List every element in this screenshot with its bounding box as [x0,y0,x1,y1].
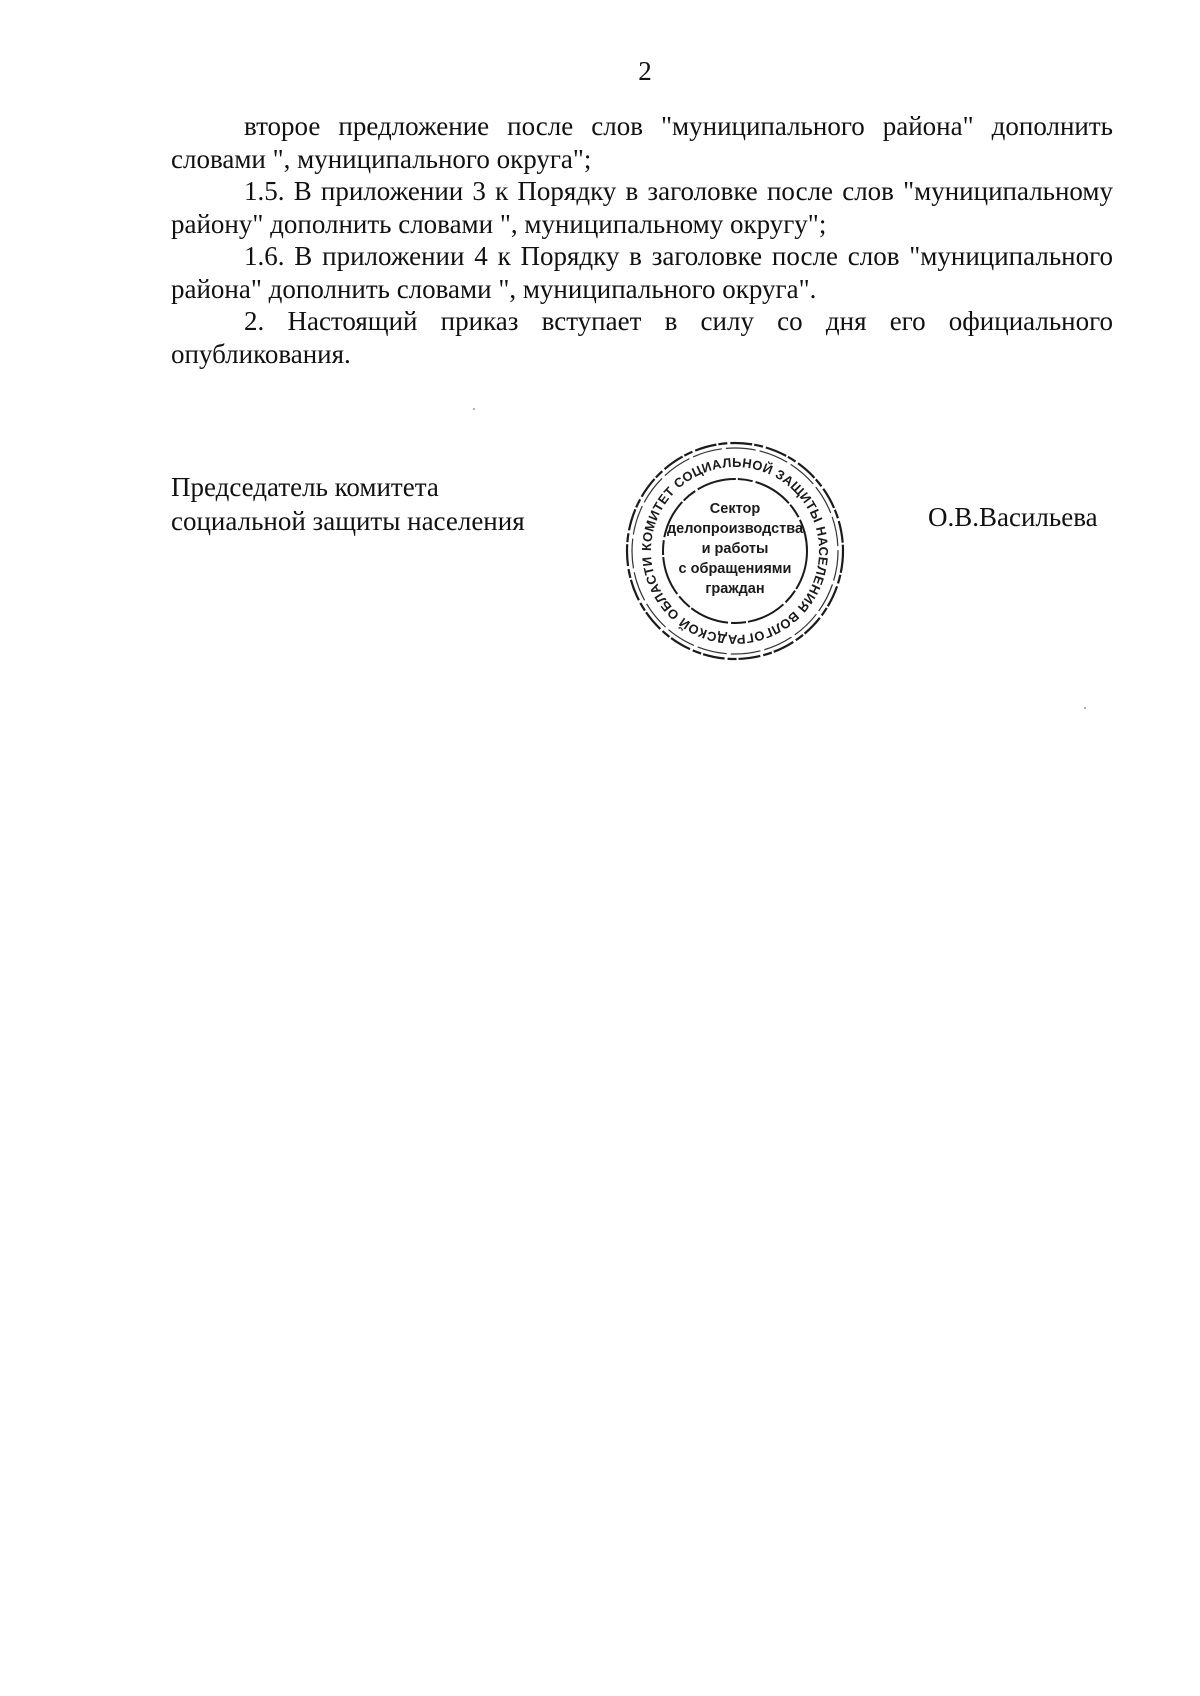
stamp-center-line: делопроизводства [666,521,804,537]
stamp-center-line: и работы [701,541,769,557]
signatory-name: О.В.Васильева [928,502,1098,532]
signatory-position-line-2: социальной защиты населения [171,506,525,536]
signatory-position-line-1: Председатель комитета [171,472,439,502]
paragraph-item-2: 2. Настоящий приказ вступает в силу со дня его официального опубликования. [171,306,1113,369]
stamp-center-line: граждан [705,581,765,597]
stamp-center-text [665,499,805,599]
paragraph-item-1-5: 1.5. В приложении 3 к Порядку в заголовке после слов "муниципальному району" дополнить словами ", муниципальному округу"; [171,176,1113,239]
scan-speck [473,408,475,410]
paragraph-second-sentence: второе предложение после слов "муниципального района" дополнить словами ", муниципального округа"; [171,111,1113,174]
paragraph-item-1-6: 1.6. В приложении 4 к Порядку в заголовке после слов "муниципального района" дополнить словами ", муниципального округа". [171,241,1113,304]
stamp-center-line: с обращениями [678,561,792,577]
official-stamp [621,437,849,665]
document-body [171,110,1113,370]
page-number: 2 [638,56,652,86]
stamp-ring-text: КОМИТЕТ СОЦИАЛЬНОЙ ЗАЩИТЫ НАСЕЛЕНИЯ ВОЛГОГРАДСКОЙ ОБЛАСТИ [638,454,832,648]
signatory-position [171,470,525,538]
stamp-center-line: Сектор [709,501,761,517]
scan-speck [1084,707,1086,709]
